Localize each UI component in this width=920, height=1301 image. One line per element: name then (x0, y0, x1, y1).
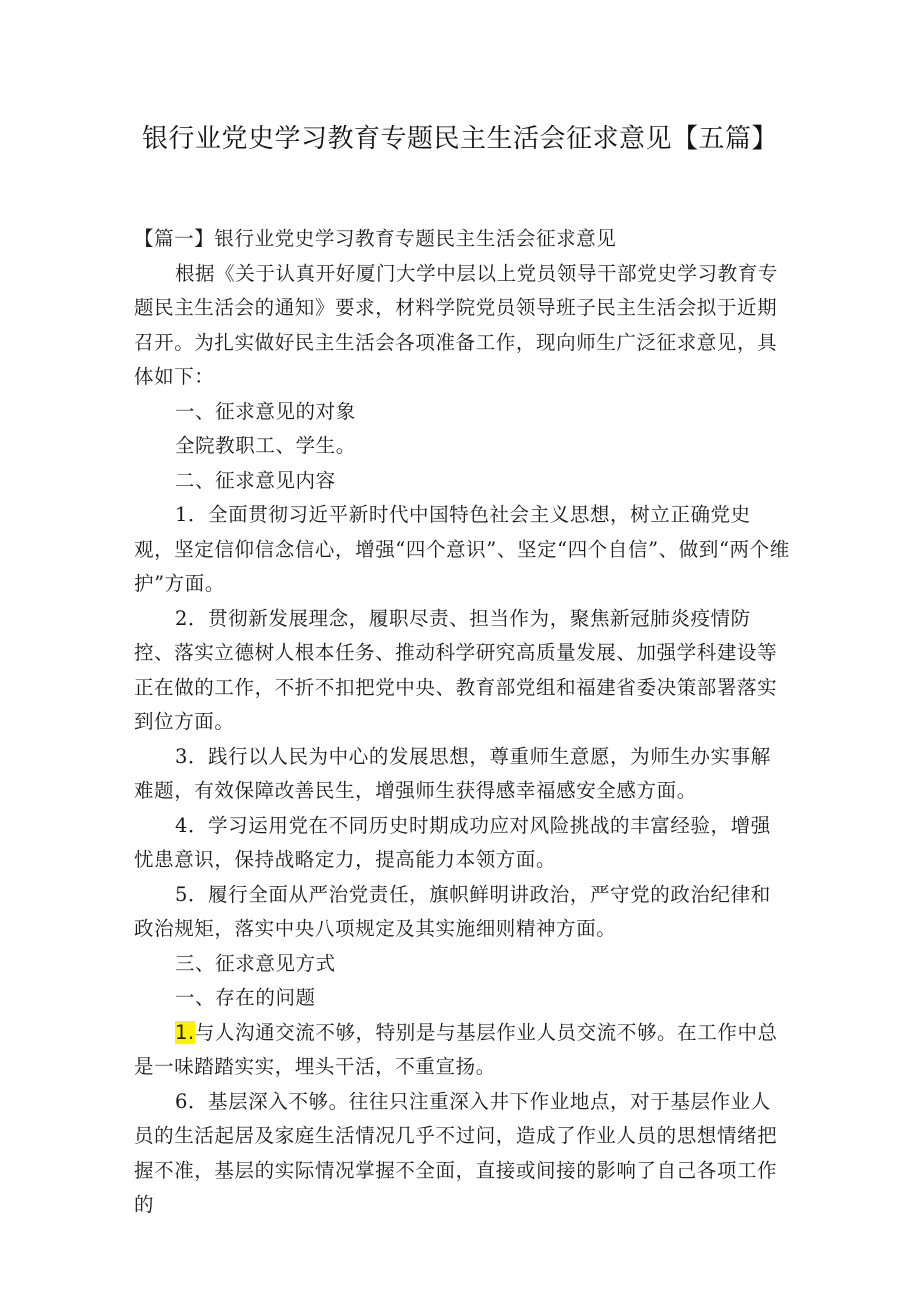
article-heading: 【篇一】银行业党史学习教育专题民主生活会征求意见 (134, 227, 617, 250)
document-title: 银行业党史学习教育专题民主生活会征求意见【五篇】 (141, 124, 778, 154)
highlighted-number: 1. (174, 1020, 195, 1044)
section-heading-2: 二、征求意见内容 (174, 468, 336, 492)
list-item-3: 3．践行以人民为中心的发展思想，尊重师生意愿，为师生办实事解难题，有效保障改善民生，增强师生获得感幸福感安全感方面。 (134, 744, 771, 802)
subsection-heading-problems: 一、存在的问题 (174, 986, 316, 1009)
document-body (134, 222, 790, 1223)
list-item-4: 4．学习运用党在不同历史时期成功应对风险挑战的丰富经验，增强忧患意识，保持战略定力，提高能力本领方面。 (134, 813, 771, 871)
section-heading-3: 三、征求意见方式 (174, 951, 336, 975)
problem-item-1-text: 与人沟通交流不够，特别是与基层作业人员交流不够。在工作中总是一味踏踏实实，埋头干活，不重宣扬。 (134, 1020, 778, 1078)
section-1-body: 全院教职工、学生。 (174, 434, 356, 457)
section-heading-1: 一、征求意见的对象 (174, 399, 356, 423)
list-item-1: 1．全面贯彻习近平新时代中国特色社会主义思想，树立正确党史观，坚定信仰信念信心，增强“四个意识”、坚定“四个自信”、做到“两个维护”方面。 (134, 503, 790, 595)
list-item-2: 2．贯彻新发展理念，履职尽责、担当作为，聚焦新冠肺炎疫情防控、落实立德树人根本任务、推动科学研究高质量发展、加强学科建设等正在做的工作，不折不扣把党中央、教育部党组和福建省委决策部署落实到位方面。 (134, 606, 778, 733)
list-item-6: 6．基层深入不够。往往只注重深入井下作业地点，对于基层作业人员的生活起居及家庭生活情况几乎不过问，造成了作业人员的思想情绪把握不准，基层的实际情况掌握不全面，直接或间接的影响了自己各项工作的 (134, 1089, 778, 1216)
intro-paragraph: 根据《关于认真开好厦门大学中层以上党员领导干部党史学习教育专题民主生活会的通知》要求，材料学院党员领导班子民主生活会拟于近期召开。为扎实做好民主生活会各项准备工作，现向师生广泛征求意见，具体如下： (134, 261, 778, 388)
problem-item-1 (134, 1016, 790, 1085)
list-item-5: 5．履行全面从严治党责任，旗帜鲜明讲政治，严守党的政治纪律和政治规矩，落实中央八项规定及其实施细则精神方面。 (134, 882, 771, 940)
